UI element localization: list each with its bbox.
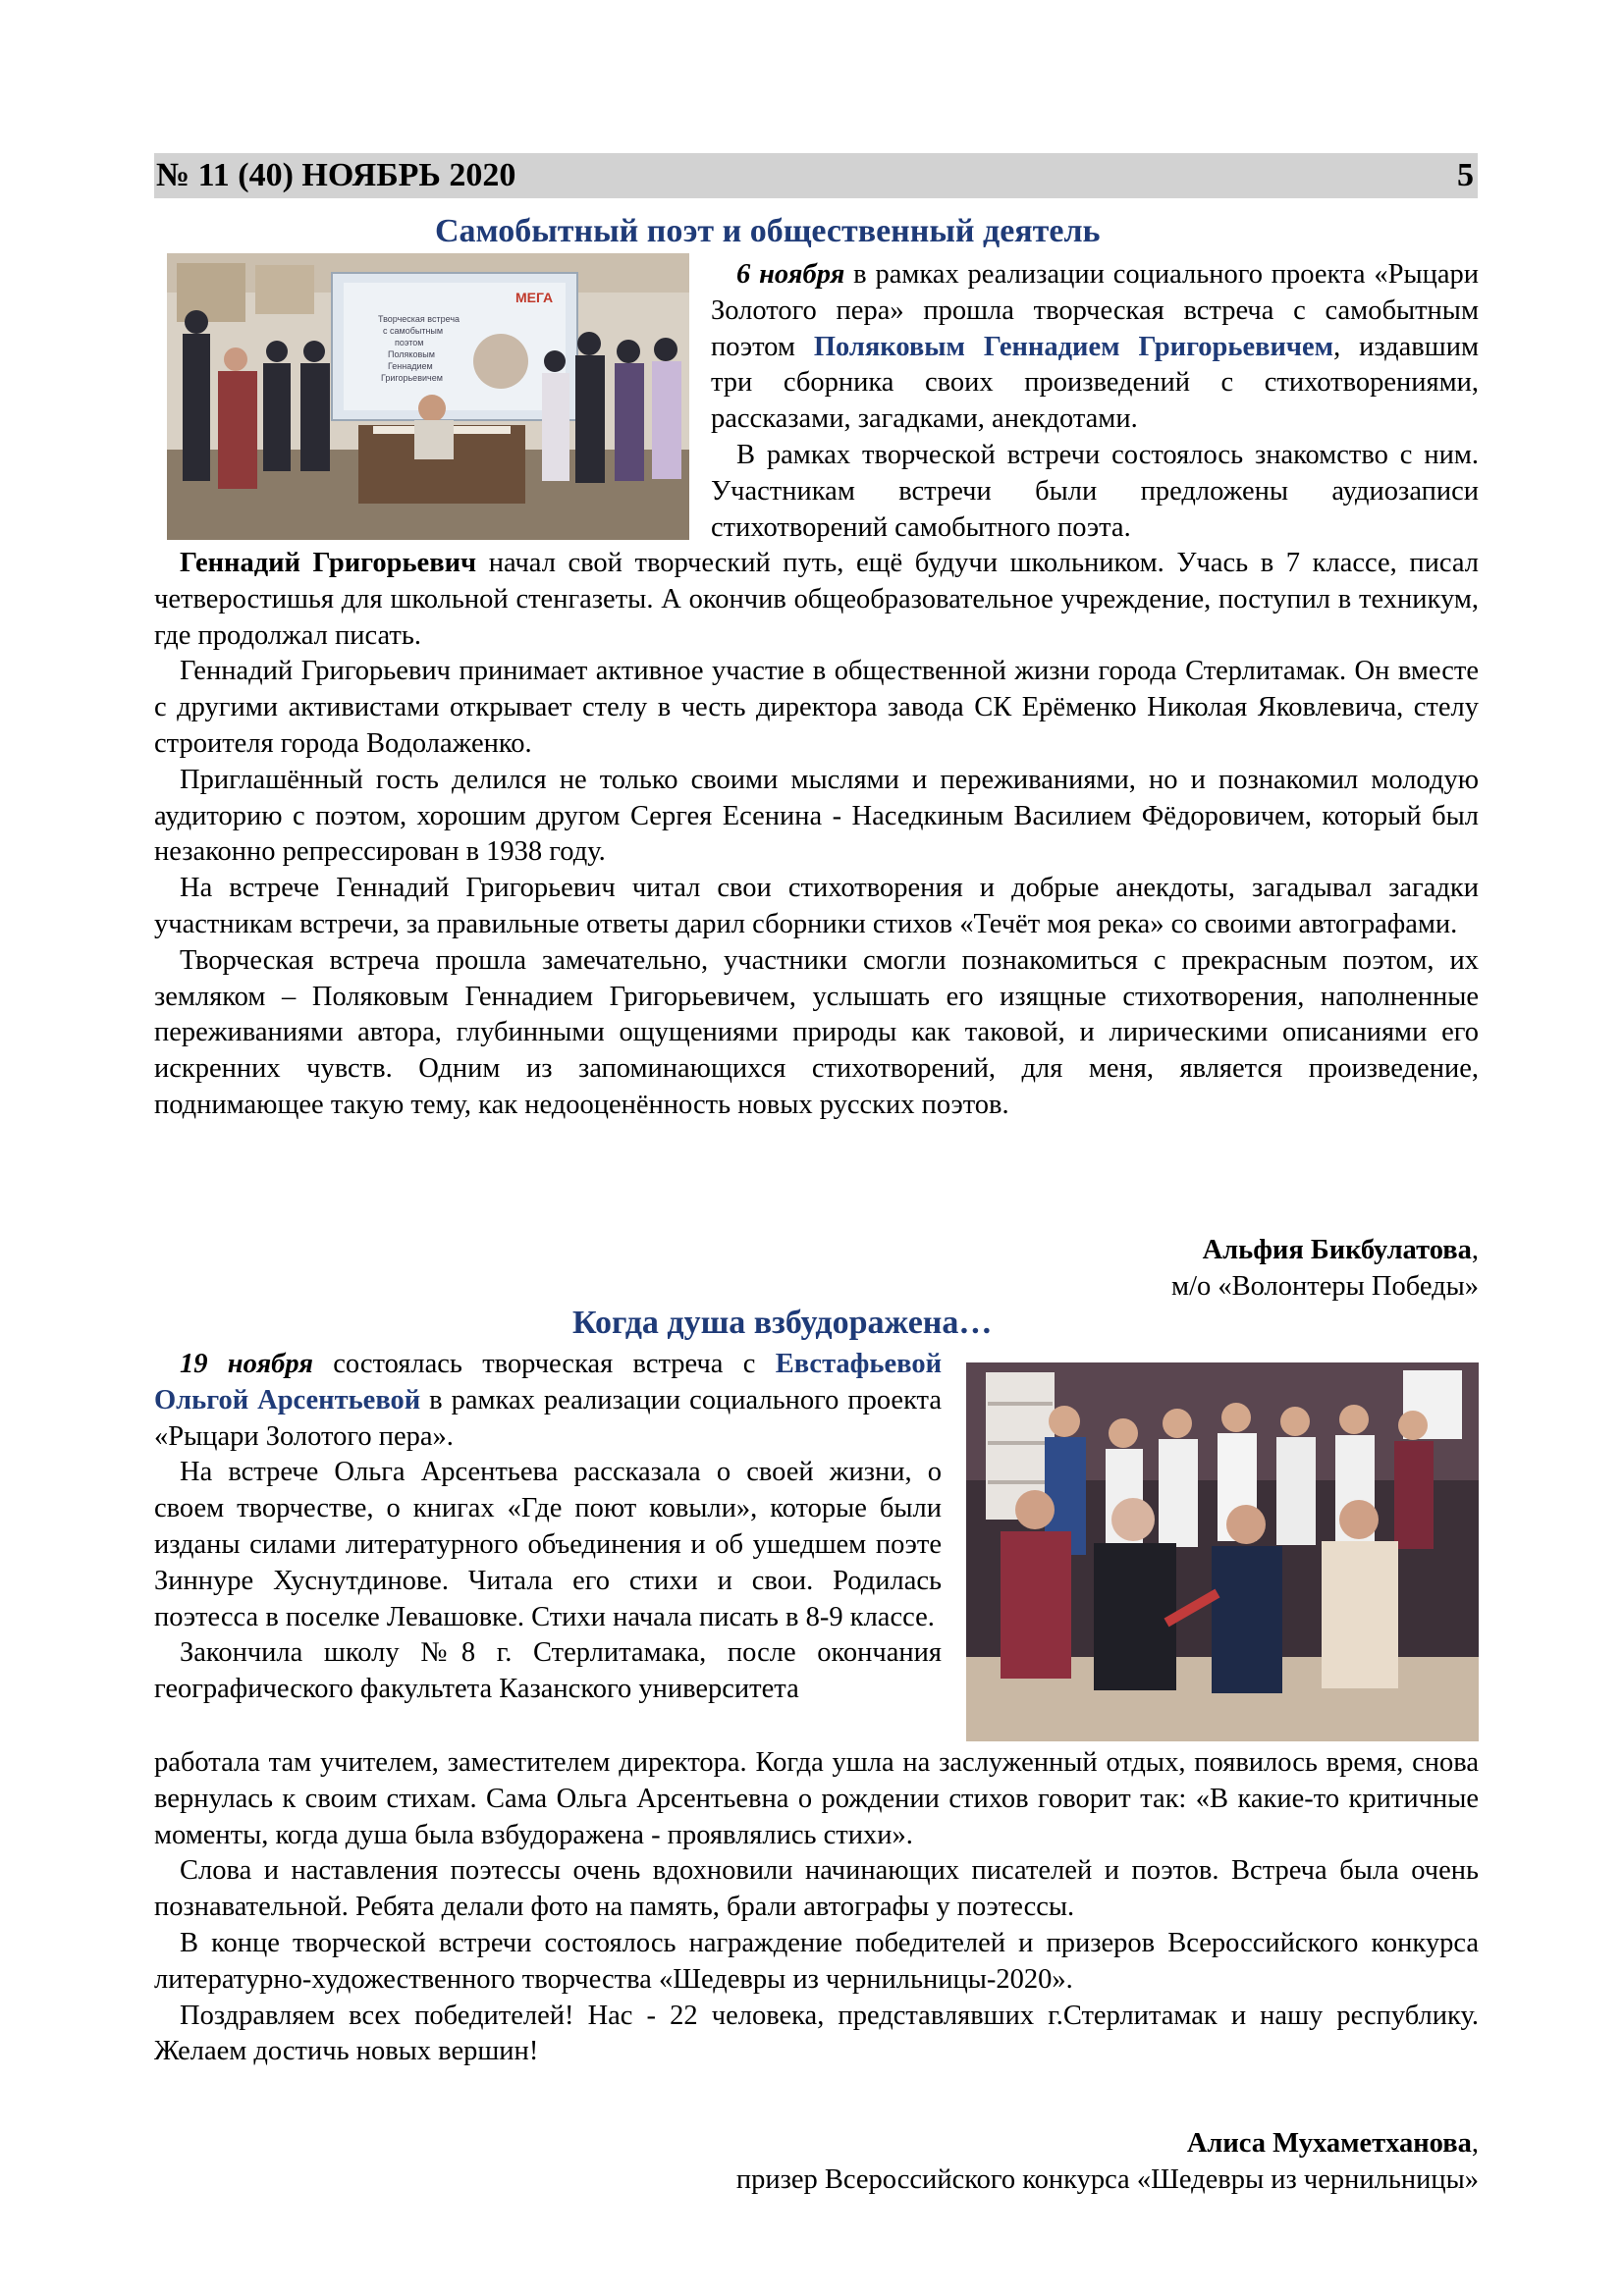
- article1-paragraph-6: На встрече Геннадий Григорьевич читал свои стихотворения и добрые анекдоты, загадывал загадки участникам встречи, за правильные ответы дарил сборники стихов «Течёт моя река» со своими автографами.: [154, 873, 1479, 939]
- article2-photo-illustration: [966, 1362, 1479, 1741]
- article1-p3-text: начал свой творческий путь, ещё будучи школьником. Учась в 7 классе, писал четверостишья для школьной стенгазеты. А окончив общеобразовательное учреждение, поступил в техникум, где продолжал писать.: [154, 548, 1479, 651]
- article2-paragraph-2: На встрече Ольга Арсентьева рассказала о своей жизни, о своем творчестве, о книгах «Где поют ковыли», которые были изданы силами литературного объединения и об ушедшем поэте Зиннуре Хуснутдинове. Читала его стихи и свои. Родилась поэтесса в поселке Левашовке. Стихи начала писать в 8-9 классе.: [154, 1457, 942, 1632]
- screen-text-3: поэтом: [395, 338, 424, 347]
- article1-paragraph-7: Творческая встреча прошла замечательно, участники смогли познакомиться с прекрасным поэтом, их земляком – Поляковым Геннадием Григорьевичем, услышать его изящные стихотворения, наполненные переживаниями автора, глубинными ощущениями природы как таковой, и лирическими описаниями его искренних чувств. Одним из запоминающихся стихотворений, для меня, является произведение, поднимающее такую тему, как недооценённость новых русских поэтов.: [154, 944, 1479, 1120]
- article1-date: 6 ноября: [736, 259, 845, 290]
- article1-paragraph-4: Геннадий Григорьевич принимает активное участие в общественной жизни города Стерлитамак. Он вместе с другими активистами открывает стелу в честь директора завода СК Ерёменко Николая Яковлевича, стелу строителя города Водолаженко.: [154, 656, 1479, 759]
- screen-text-5: Геннадием: [388, 361, 433, 371]
- screen-text-2: с самобытным: [383, 326, 444, 336]
- article2-paragraph-6: Поздравляем всех победителей! Нас - 22 человека, представлявших г.Стерлитамак и нашу республику. Желаем достичь новых вершин!: [154, 2000, 1479, 2067]
- page-header-bar: [154, 153, 1478, 198]
- article2-author: Алиса Мухаметханова: [1186, 2128, 1472, 2159]
- article1-intro-text1: в рамках реализации социального проекта «Рыцари Золотого пера» прошла творческая встреча с самобытным поэтом: [711, 259, 1479, 362]
- article1-author-affiliation: м/о «Волонтеры Победы»: [1171, 1270, 1479, 1302]
- article1-author-comma: ,: [1471, 1235, 1479, 1265]
- article2-author-affiliation: призер Всероссийского конкурса «Шедевры из чернильницы»: [735, 2163, 1479, 2195]
- article1-paragraph-3: [154, 546, 1479, 654]
- article2-intro-text2: в рамках реализации социального проекта «Рыцари Золотого пера».: [154, 1384, 942, 1452]
- article1-photo-illustration: [167, 253, 689, 540]
- article2-signature: [736, 2126, 1479, 2199]
- screen-logo: МЕГА: [515, 290, 554, 305]
- article1-p3-name: Геннадий Григорьевич: [180, 548, 477, 578]
- article1-photo: [167, 253, 689, 540]
- article1-author: Альфия Бикбулатова: [1202, 1235, 1472, 1265]
- poetess-name-highlight: Евстафьевой Ольгой Арсентьевой: [154, 1349, 942, 1415]
- article2-title: Когда душа взбудоражена…: [572, 1305, 993, 1341]
- article1-intro-text2: , издавшим три сборника своих произведений с стихотворениями, рассказами, загадками, анекдотами.: [711, 331, 1479, 435]
- article1-intro-block: [711, 257, 1479, 546]
- screen-text-1: Творческая встреча: [378, 314, 460, 324]
- article1-paragraph-2: В рамках творческой встречи состоялось знакомство с ним. Участникам встречи были предложены аудиозаписи стихотворений самобытного поэта.: [711, 439, 1479, 543]
- article1-paragraph-5: Приглашённый гость делился не только своими мыслями и переживаниями, но и познакомил молодую аудиторию с поэтом, хорошим другом Сергея Есенина - Наседкиным Василием Фёдоровичем, который был незаконно репрессирован в 1938 году.: [154, 764, 1479, 868]
- article2-body: [154, 1745, 1479, 2070]
- page-number: 5: [1457, 157, 1474, 193]
- screen-text-6: Григорьевичем: [381, 373, 443, 383]
- article2-paragraph-3-rest: работала там учителем, заместителем директора. Когда ушла на заслуженный отдых, появилось время, снова вернулась к своим стихам. Сама Ольга Арсентьевна о рождении стихов говорит так: «В какие-то критичные моменты, когда душа была взбудоражена - проявлялись стихи».: [154, 1747, 1479, 1850]
- article2-author-comma: ,: [1471, 2128, 1479, 2159]
- article2-paragraph-1: [154, 1347, 942, 1455]
- article2-paragraph-3-top: Закончила школу №8 г. Стерлитамака, после окончания географического факультета Казанского университета: [154, 1637, 942, 1705]
- article2-paragraph-4: Слова и наставления поэтессы очень вдохновили начинающих писателей и поэтов. Встреча была очень познавательной. Ребята делали фото на память, брали автографы у поэтессы.: [154, 1855, 1479, 1923]
- article1-paragraph-1: [711, 257, 1479, 438]
- poet-name-highlight: Поляковым Геннадием Григорьевичем: [813, 331, 1334, 362]
- screen-text-4: Поляковым: [388, 349, 435, 359]
- article1-signature: [1171, 1233, 1479, 1306]
- article2-intro-text1: состоялась творческая встреча с: [312, 1349, 776, 1379]
- article2-intro-block: [154, 1347, 942, 1708]
- article2-date: 19 ноября: [180, 1349, 313, 1379]
- article1-body: [154, 546, 1479, 1124]
- article2-paragraph-5: В конце творческой встречи состоялось награждение победителей и призеров Всероссийского конкурса литературно-художественного творчества «Шедевры из чернильницы-2020».: [154, 1927, 1479, 1995]
- article2-photo: [966, 1362, 1479, 1741]
- article1-title: Самобытный поэт и общественный деятель: [435, 213, 1101, 249]
- issue-label: № 11 (40) НОЯБРЬ 2020: [156, 157, 516, 193]
